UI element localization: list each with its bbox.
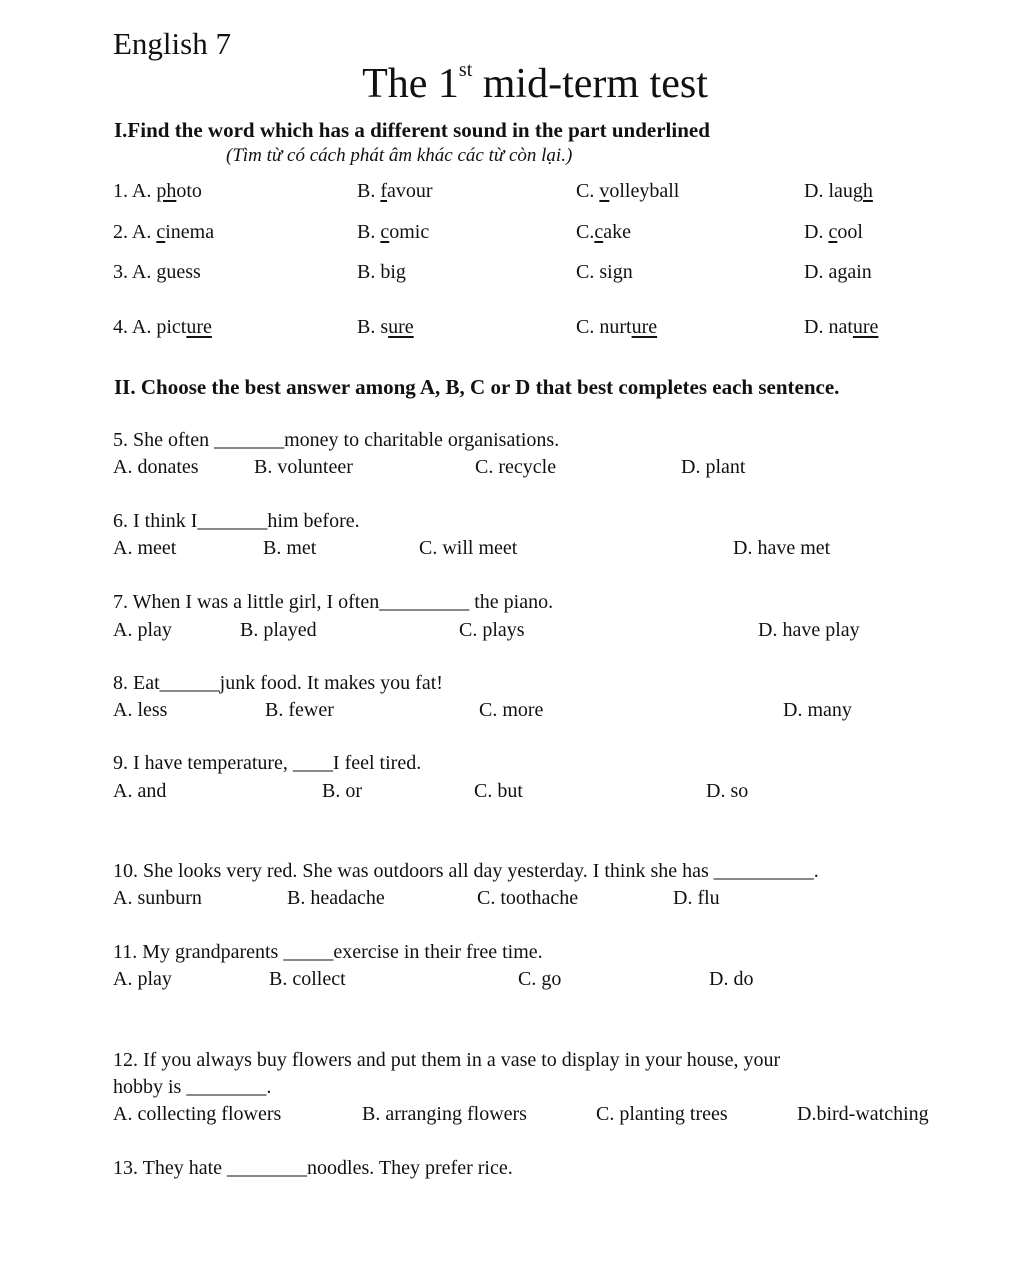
q3-option-a: 3. A. guess [113,261,201,283]
q10-option-c: C. toothache [477,887,579,909]
q6-option-a: A. meet [113,537,177,559]
section-1-heading: I.Find the word which has a different sound in the part underlined [114,118,710,142]
q1-option-a: 1. A. photo [113,180,202,202]
q10-option-d: D. flu [673,887,720,909]
q9-option-d: D. so [706,780,749,802]
q13-stem: 13. They hate ________noodles. They prefer rice. [113,1157,513,1179]
q1-option-c: C. volleyball [576,180,680,202]
q5-stem: 5. She often _______money to charitable organisations. [113,429,560,451]
section-2-heading: II. Choose the best answer among A, B, C or D that best completes each sentence. [114,375,840,399]
q1-option-d: D. laugh [804,180,873,202]
q5-option-b: B. volunteer [254,456,353,478]
q7-option-d: D. have play [758,619,860,641]
q8-option-d: D. many [783,699,852,721]
q2-option-d: D. cool [804,221,863,243]
q12-option-b: B. arranging flowers [362,1103,527,1125]
q12-stem-continued: hobby is ________. [113,1076,272,1098]
q9-option-c: C. but [474,780,523,802]
q10-option-a: A. sunburn [113,887,202,909]
q9-stem: 9. I have temperature, ____I feel tired. [113,752,422,774]
q2-option-a: 2. A. cinema [113,221,215,243]
q4-option-a: 4. A. picture [113,316,212,338]
q10-stem: 10. She looks very red. She was outdoors all day yesterday. I think she has __________. [113,860,819,882]
q10-option-b: B. headache [287,887,385,909]
q6-option-c: C. will meet [419,537,518,559]
q11-option-c: C. go [518,968,562,990]
q11-option-d: D. do [709,968,754,990]
q11-option-b: B. collect [269,968,346,990]
q7-stem: 7. When I was a little girl, I often_________ the piano. [113,591,554,613]
q7-option-c: C. plays [459,619,525,641]
q5-option-c: C. recycle [475,456,557,478]
q5-option-a: A. donates [113,456,199,478]
q2-option-b: B. comic [357,221,430,243]
q3-option-b: B. big [357,261,406,283]
q3-option-d: D. again [804,261,872,283]
q9-option-b: B. or [322,780,362,802]
q7-option-b: B. played [240,619,317,641]
q3-option-c: C. sign [576,261,633,283]
q8-stem: 8. Eat______junk food. It makes you fat! [113,672,443,694]
q2-option-c: C.cake [576,221,631,243]
q4-option-c: C. nurture [576,316,658,338]
q12-option-c: C. planting trees [596,1103,728,1125]
q6-option-d: D. have met [733,537,831,559]
q1-option-b: B. favour [357,180,433,202]
q6-stem: 6. I think I_______him before. [113,510,360,532]
q9-option-a: A. and [113,780,167,802]
q12-option-a: A. collecting flowers [113,1103,282,1125]
q5-option-d: D. plant [681,456,746,478]
q4-option-b: B. sure [357,316,414,338]
q6-option-b: B. met [263,537,317,559]
q12-option-d: D.bird-watching [797,1103,929,1125]
q4-option-d: D. nature [804,316,879,338]
q11-option-a: A. play [113,968,172,990]
page-title: The 1st mid-term test [362,59,708,107]
q12-stem: 12. If you always buy flowers and put them in a vase to display in your house, your [113,1049,781,1071]
q8-option-b: B. fewer [265,699,334,721]
q11-stem: 11. My grandparents _____exercise in their free time. [113,941,543,963]
title-superscript: st [458,59,473,81]
section-1-note: (Tìm từ có cách phát âm khác các từ còn lại.) [226,145,573,166]
q8-option-a: A. less [113,699,168,721]
q8-option-c: C. more [479,699,544,721]
q7-option-a: A. play [113,619,172,641]
subject-label: English 7 [113,26,231,61]
